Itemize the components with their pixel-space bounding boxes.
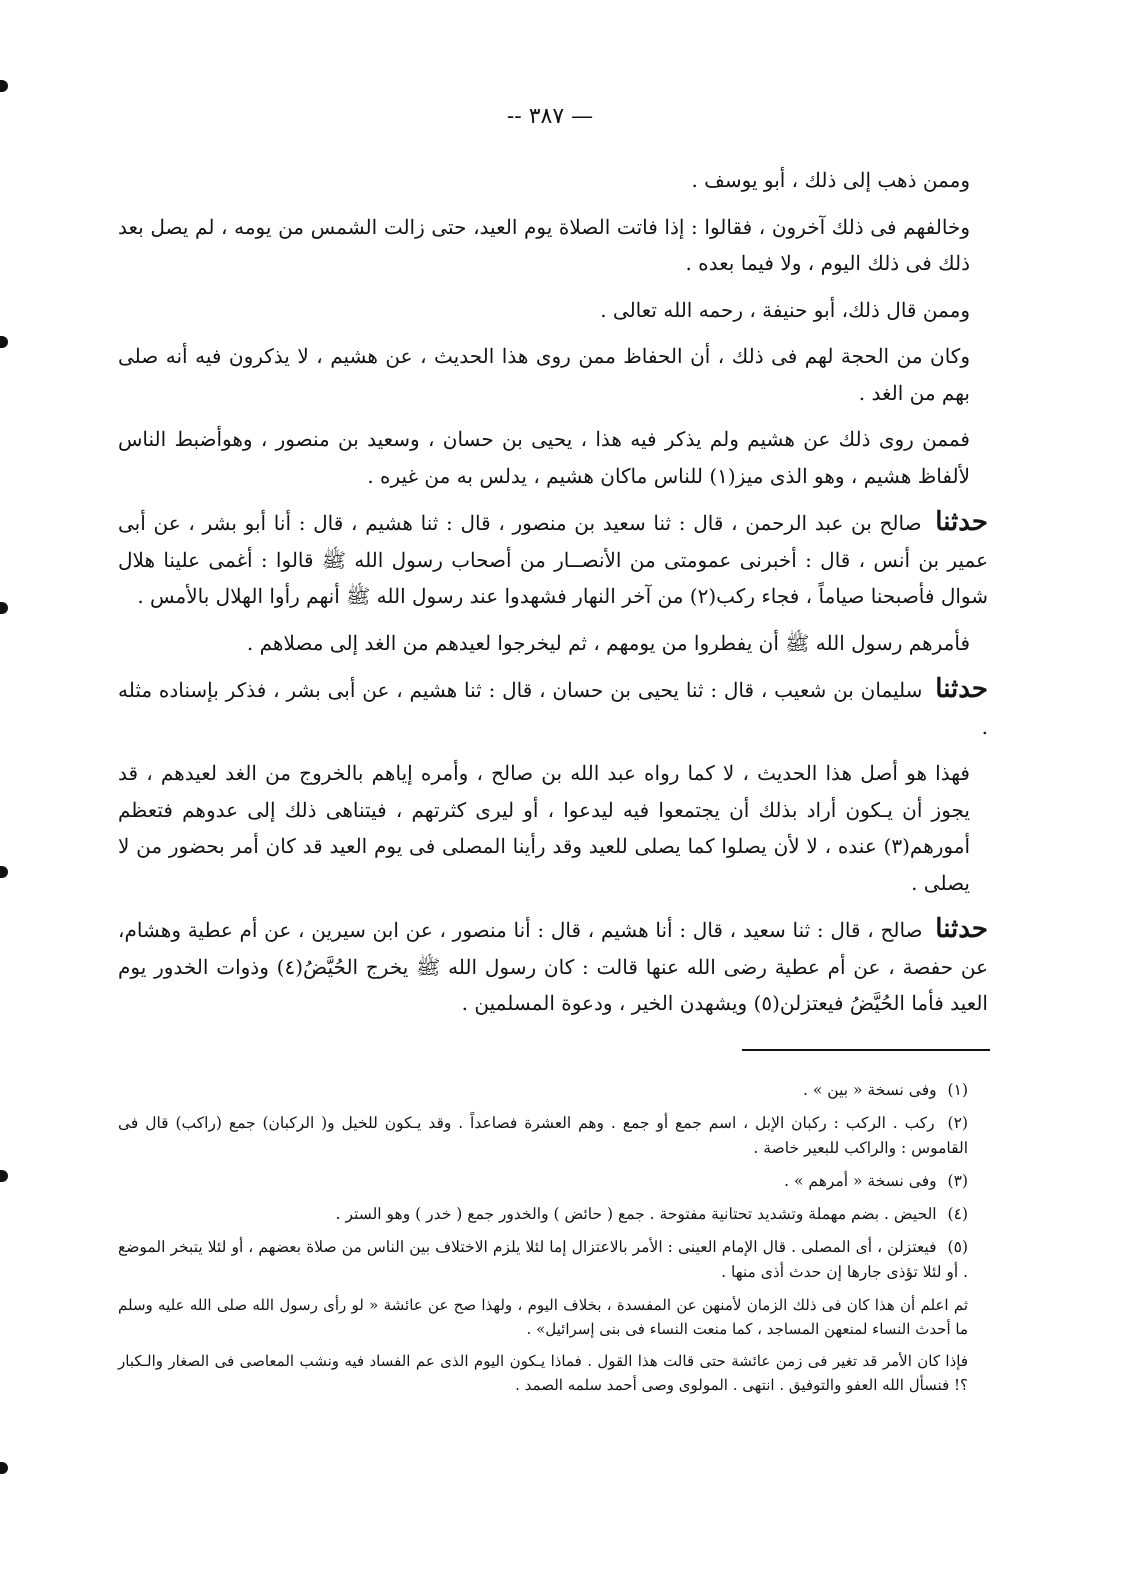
paragraph-text: وممن قال ذلك، أبو حنيفة ، رحمه الله تعالى .	[600, 297, 970, 322]
footnotes	[118, 1078, 988, 1405]
hadith-lead-word: حدثنا	[935, 914, 988, 944]
paragraph-text: صالح بن عبد الرحمن ، قال : ثنا سعيد بن منصور ، قال : ثنا هشيم ، قال : أنا أبو بشر ، عن أبى عمير بن أنس ، قال : أخبرنى عمومتى من الأنصــار من أصحاب رسول الله ﷺ قالوا : أغمى علينا هلال شوال فأصبحنا صياماً ، فجاء ركب(٢) من آخر النهار فشهدوا عند رسول الله ﷺ أنهم رأوا الهلال بالأمس .	[118, 511, 988, 608]
footnote	[118, 1169, 988, 1194]
binding-mark	[0, 80, 8, 92]
paragraph	[118, 911, 988, 1022]
main-text	[118, 162, 988, 1032]
footnote-number: (٢)	[947, 1114, 968, 1132]
binding-mark	[0, 336, 8, 348]
paragraph-text: فممن روى ذلك عن هشيم ولم يذكر فيه هذا ، يحيى بن حسان ، وسعيد بن منصور ، وهوأضبط الناس لألفاظ هشيم ، وهو الذى ميز(١) للناس ماكان هشيم ، يدلس به من غيره .	[118, 427, 970, 488]
footnote	[118, 1111, 988, 1161]
paragraph-text: وممن ذهب إلى ذلك ، أبو يوسف .	[691, 168, 970, 192]
paragraph	[118, 209, 988, 282]
footnote-text: فيعتزلن ، أى المصلى . قال الإمام العينى : الأمر بالاعتزال إما لئلا يلزم الاختلاف بين الناس من صلاة بعضهم ، أو لئلا يتبخر الموضع . أو لئلا تؤذى جارها إن حدث أذى منها .	[118, 1238, 968, 1281]
paragraph	[118, 671, 988, 745]
paragraph	[118, 338, 988, 411]
paragraph	[118, 755, 988, 901]
hadith-lead-word: حدثنا	[935, 507, 988, 537]
editor-note: فإذا كان الأمر قد تغير فى زمن عائشة حتى قالت هذا القول . فماذا يـكون اليوم الذى عم الفساد فيه ونشب المعاصى فى الصغار والـكبار ؟! فنسأل الله العفو والتوفيق . انتهى . المولوى وصى أحمد سلمه الصمد .	[118, 1352, 968, 1394]
paragraph	[118, 292, 988, 329]
binding-mark	[0, 1170, 8, 1182]
footnote	[118, 1078, 988, 1103]
paragraph-text: فهذا هو أصل هذا الحديث ، لا كما رواه عبد الله بن صالح ، وأمره إياهم بالخروج من الغد لعيدهم ، قد يجوز أن يـكون أراد بذلك أن يجتمعوا فيه ليدعوا ، أو ليرى كثرتهم ، فيتناهى ذلك إلى عدوهم فتعظم أمورهم(٣) عنده ، لا لأن يصلوا كما يصلى للعيد وقد رأينا المصلى فى يوم العيد قد كان أمر بحضور من لا يصلى .	[118, 761, 970, 895]
footnote-separator	[742, 1049, 990, 1051]
editor-note: ثم اعلم أن هذا كان فى ذلك الزمان لأمنهن عن المفسدة ، بخلاف اليوم ، ولهذا صح عن عائشة « لو رأى رسول الله صلى الله عليه وسلم ما أحدث النساء لمنعهن المساجد ، كما منعت النساء فى بنى إسرائيل» .	[118, 1296, 969, 1338]
footnote-text: الحيض . بضم مهملة وتشديد تحتانية مفتوحة . جمع ( حائض ) والخدور جمع ( خدر ) وهو الستر .	[335, 1205, 937, 1223]
footnote-text: ركب . الركب : ركبان الإبل ، اسم جمع أو جمع . وهم العشرة فصاعداً . وقد يـكون للخيل و( الركبان) جمع (راكب) قال فى القاموس : والراكب للبعير خاصة .	[118, 1114, 968, 1157]
binding-mark	[0, 602, 8, 614]
binding-mark	[0, 866, 8, 878]
paragraph	[118, 162, 988, 199]
paragraph-text: فأمرهم رسول الله ﷺ أن يفطروا من يومهم ، ثم ليخرجوا لعيدهم من الغد إلى مصلاهم .	[246, 630, 970, 655]
footnote-number: (١)	[947, 1081, 968, 1099]
footnote	[118, 1235, 988, 1285]
page-number: — ٣٨٧ --	[506, 104, 594, 129]
footnote-number: (٥)	[947, 1238, 968, 1256]
footnote	[118, 1202, 988, 1227]
footnote-text: وفى نسخة « أمرهم » .	[784, 1172, 937, 1190]
footnote-text: وفى نسخة « بين » .	[803, 1081, 937, 1099]
paragraph-text: وخالفهم فى ذلك آخرون ، فقالوا : إذا فاتت الصلاة يوم العيد، حتى زالت الشمس من يومه ، لم يصل بعد ذلك فى ذلك اليوم ، ولا فيما بعده .	[118, 214, 970, 275]
paragraph	[118, 504, 988, 615]
footnote-number: (٤)	[947, 1205, 968, 1223]
paragraph-text: وكان من الحجة لهم فى ذلك ، أن الحفاظ ممن روى هذا الحديث ، عن هشيم ، لا يذكرون فيه أنه صلى بهم من الغد .	[118, 344, 970, 405]
paragraph-text: صالح ، قال : ثنا سعيد ، قال : أنا هشيم ، قال : أنا منصور ، عن ابن سيرين ، عن أم عطية وهشام، عن حفصة ، عن أم عطية رضى الله عنها قالت : كان رسول الله ﷺ يخرج الحُيَّضُ(٤) وذوات الخدور يوم العيد فأما الحُيَّضُ فيعتزلن(٥) ويشهدن الخير ، ودعوة المسلمين .	[118, 918, 989, 1015]
footnote-number: (٣)	[947, 1172, 968, 1190]
paragraph-text: سليمان بن شعيب ، قال : ثنا يحيى بن حسان ، قال : ثنا هشيم ، عن أبى بشر ، فذكر بإسناده مثله .	[118, 678, 988, 739]
hadith-lead-word: حدثنا	[935, 674, 989, 704]
paragraph	[118, 421, 988, 494]
binding-mark	[0, 1462, 8, 1474]
paragraph	[118, 625, 988, 662]
